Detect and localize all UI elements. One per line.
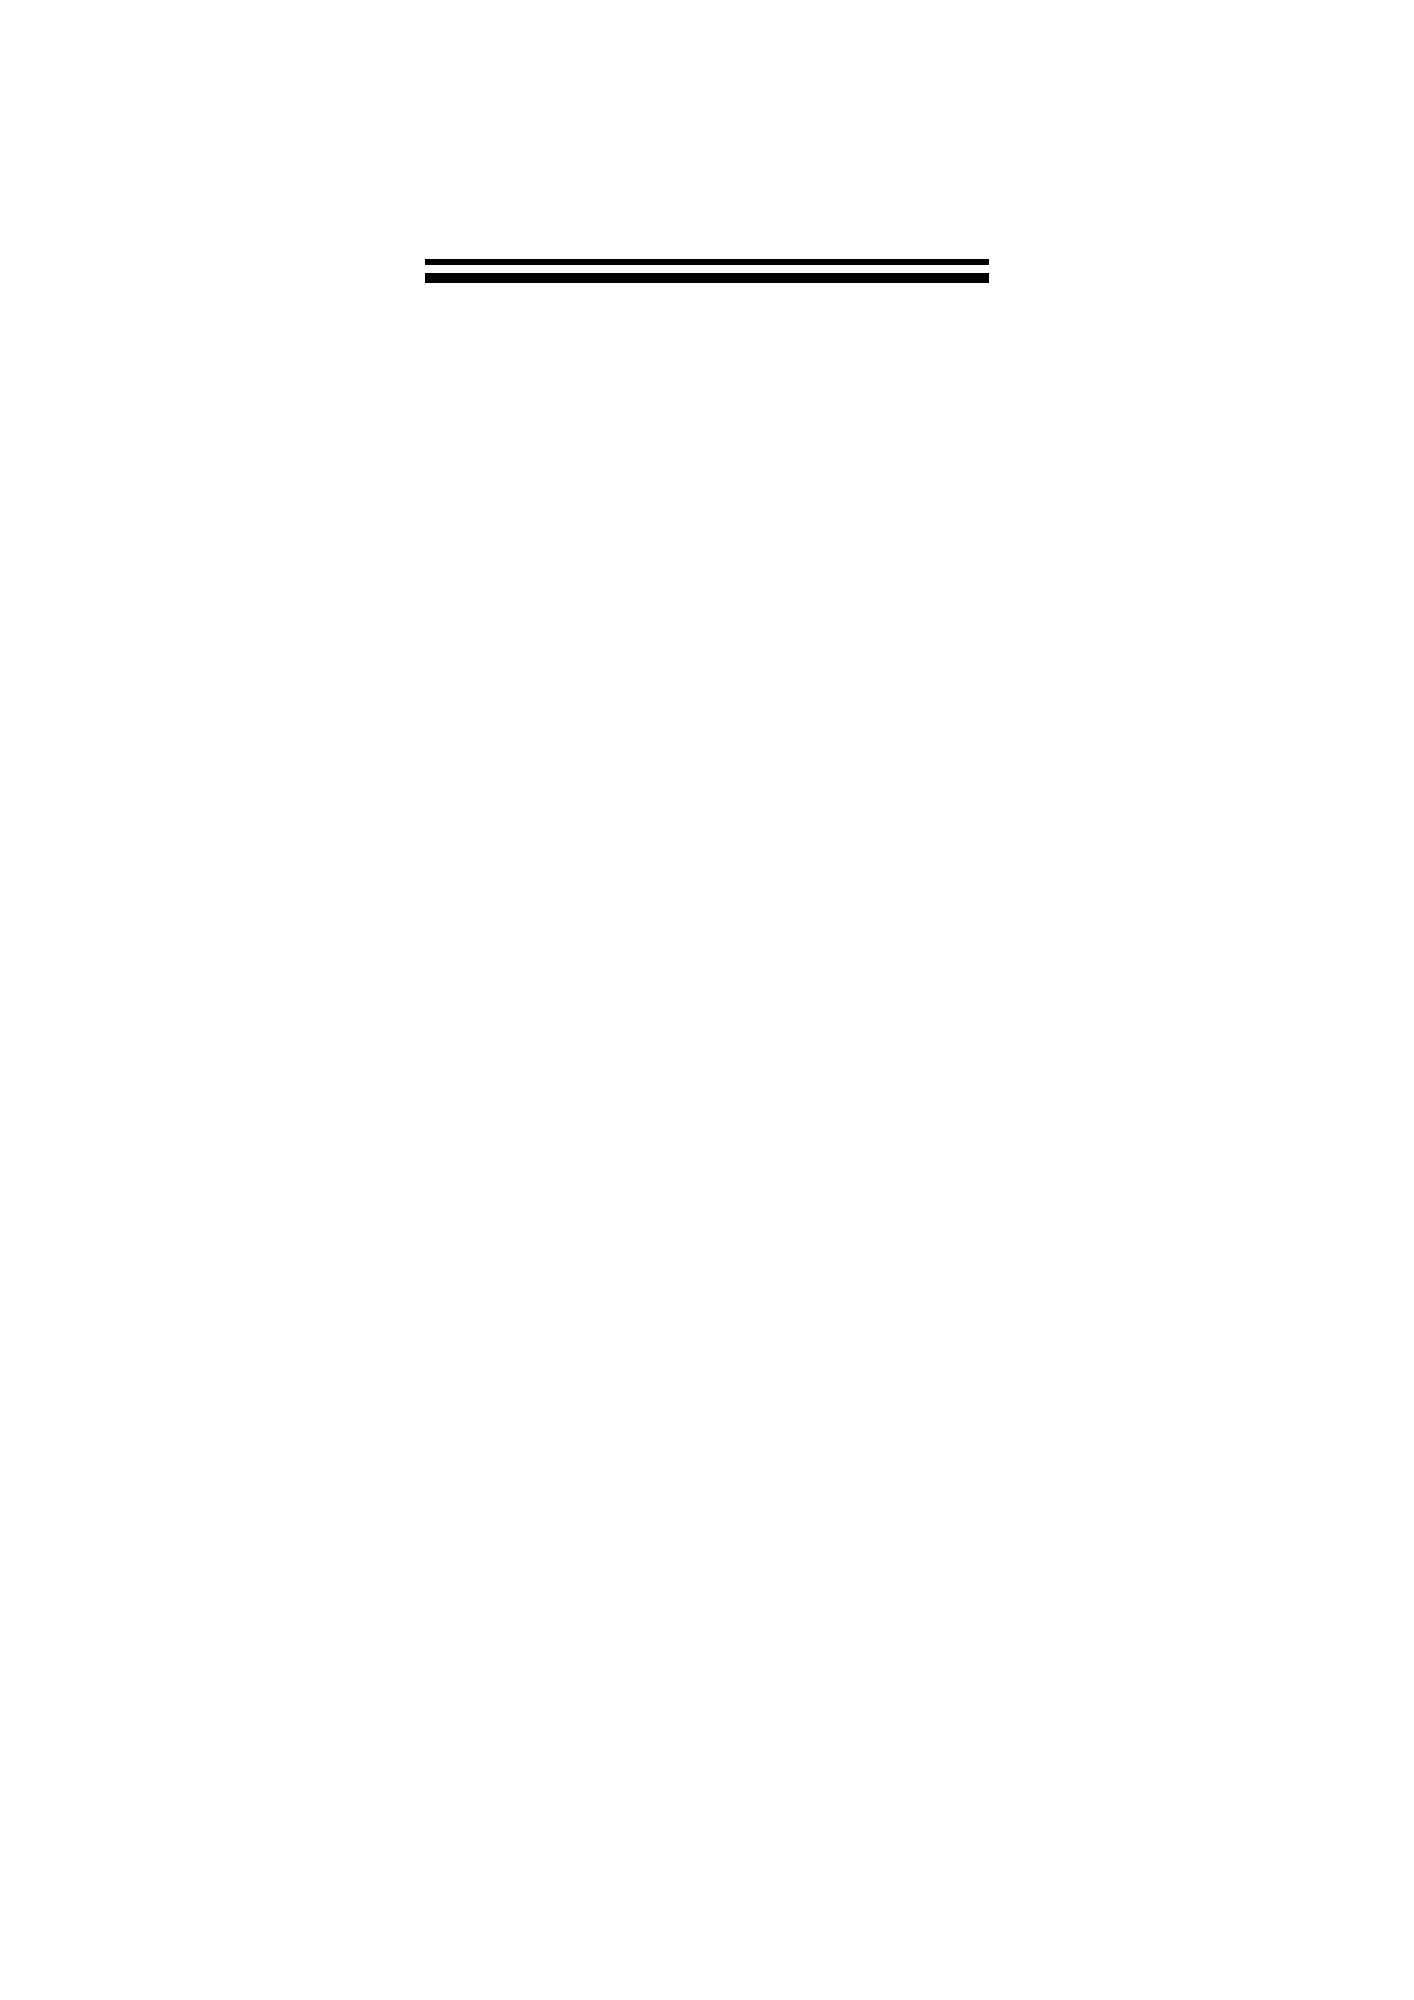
ornament-thick-stripe: [425, 273, 989, 283]
ornament-thin-stripe: [425, 259, 989, 265]
zigzag-border-icon: [425, 232, 989, 286]
footer-stripe-pattern-icon: [0, 1928, 1414, 2000]
